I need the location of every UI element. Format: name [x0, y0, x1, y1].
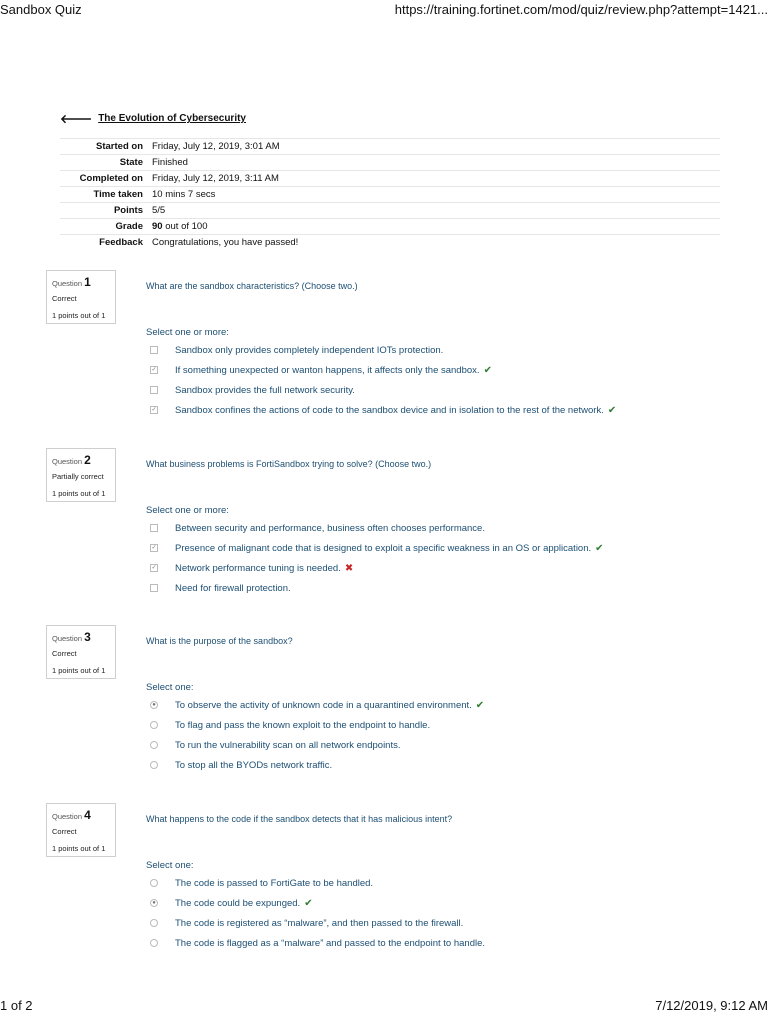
question-label: Question — [52, 279, 83, 288]
summary-row — [60, 235, 720, 251]
question-text: What happens to the code if the sandbox detects that it has malicious intent? — [146, 814, 453, 824]
answer-option[interactable] — [150, 400, 616, 420]
answer-text: Sandbox confines the actions of code to the sandbox device and in isolation to the rest of the network. — [175, 404, 604, 416]
radio-button[interactable] — [150, 741, 158, 749]
radio-button[interactable] — [150, 879, 158, 887]
answer-text: Between security and performance, business often chooses performance. — [175, 522, 485, 534]
answer-text: To run the vulnerability scan on all network endpoints. — [175, 739, 401, 751]
question-marks: 1 points out of 1 — [52, 843, 106, 853]
answer-option[interactable] — [150, 755, 484, 775]
question-marks: 1 points out of 1 — [52, 488, 106, 498]
question-text: What is the purpose of the sandbox? — [146, 636, 293, 646]
answer-option[interactable] — [150, 715, 484, 735]
print-datetime: 7/12/2019, 9:12 AM — [655, 998, 768, 1013]
question-number: 3 — [84, 630, 91, 644]
answer-option[interactable] — [150, 695, 484, 715]
back-link-label[interactable]: The Evolution of Cybersecurity — [98, 113, 246, 124]
checkbox[interactable]: ✓ — [151, 565, 157, 571]
radio-button[interactable] — [150, 919, 158, 927]
page-number: 1 of 2 — [0, 998, 33, 1013]
answer-text: Sandbox provides the full network security. — [175, 384, 355, 396]
answer-prompt: Select one: — [146, 682, 194, 693]
question-marks: 1 points out of 1 — [52, 310, 106, 320]
question-number: 2 — [84, 453, 91, 467]
answer-list — [150, 873, 485, 953]
answer-option[interactable] — [150, 735, 484, 755]
summary-key: Grade — [60, 219, 152, 235]
summary-key: Feedback — [60, 235, 152, 251]
summary-key: Time taken — [60, 187, 152, 203]
question-info — [46, 625, 116, 679]
question-state: Correct — [52, 827, 77, 836]
question-info — [46, 448, 116, 502]
question-number: 1 — [84, 275, 91, 289]
summary-value: Friday, July 12, 2019, 3:11 AM — [152, 171, 720, 187]
question-marks: 1 points out of 1 — [52, 665, 106, 675]
answer-option[interactable] — [150, 340, 616, 360]
answer-text: To observe the activity of unknown code in a quarantined environment. — [175, 699, 472, 711]
radio-button[interactable] — [150, 721, 158, 729]
question-label: Question — [52, 634, 83, 643]
print-title: Sandbox Quiz — [0, 2, 82, 17]
check-icon: ✔ — [607, 404, 617, 416]
question-info — [46, 270, 116, 324]
cross-icon: ✖ — [344, 562, 354, 574]
answer-prompt: Select one: — [146, 860, 194, 871]
answer-text: If something unexpected or wanton happens, it affects only the sandbox. — [175, 364, 480, 376]
summary-value: Finished — [152, 155, 720, 171]
answer-text: The code is registered as “malware”, and then passed to the firewall. — [175, 917, 464, 929]
question-text: What are the sandbox characteristics? (Choose two.) — [146, 281, 358, 291]
answer-list — [150, 695, 484, 775]
answer-option[interactable] — [150, 518, 604, 538]
summary-row — [60, 139, 720, 155]
checkbox[interactable]: ✓ — [151, 407, 157, 413]
checkbox[interactable]: ✓ — [151, 367, 157, 373]
answer-option[interactable] — [150, 380, 616, 400]
summary-row — [60, 155, 720, 171]
answer-option[interactable] — [150, 360, 616, 380]
summary-row — [60, 203, 720, 219]
checkbox[interactable] — [150, 584, 158, 592]
answer-prompt: Select one or more: — [146, 327, 229, 338]
checkbox[interactable] — [150, 346, 158, 354]
answer-list — [150, 518, 604, 598]
answer-prompt: Select one or more: — [146, 505, 229, 516]
answer-option[interactable] — [150, 913, 485, 933]
attempt-summary — [60, 138, 720, 250]
answer-option[interactable] — [150, 558, 604, 578]
summary-key: Completed on — [60, 171, 152, 187]
summary-value: 5/5 — [152, 203, 720, 219]
question-label: Question — [52, 457, 83, 466]
check-icon: ✔ — [475, 699, 485, 711]
answer-text: Network performance tuning is needed. — [175, 562, 341, 574]
summary-row — [60, 171, 720, 187]
question-state: Correct — [52, 649, 77, 658]
print-footer — [0, 998, 768, 1016]
answer-text: To flag and pass the known exploit to the endpoint to handle. — [175, 719, 431, 731]
radio-button[interactable] — [150, 761, 158, 769]
summary-key: State — [60, 155, 152, 171]
answer-text: The code is passed to FortiGate to be handled. — [175, 877, 374, 889]
answer-option[interactable] — [150, 873, 485, 893]
radio-button[interactable] — [150, 939, 158, 947]
question-number: 4 — [84, 808, 91, 822]
left-arrow-icon[interactable]: 🡐 — [60, 112, 93, 126]
answer-option[interactable] — [150, 538, 604, 558]
answer-option[interactable] — [150, 578, 604, 598]
check-icon: ✔ — [304, 897, 313, 909]
summary-value: Congratulations, you have passed! — [152, 235, 720, 251]
print-url: https://training.fortinet.com/mod/quiz/review.php?attempt=1421... — [394, 2, 768, 17]
radio-button[interactable]: ● — [150, 899, 158, 907]
checkbox[interactable]: ✓ — [151, 545, 157, 551]
question-info — [46, 803, 116, 857]
question-state: Partially correct — [52, 472, 104, 481]
question-label: Question — [52, 812, 83, 821]
grade-suffix: out of 100 — [162, 221, 208, 232]
answer-text: Sandbox only provides completely independent IOTs protection. — [175, 344, 444, 356]
answer-text: The code is flagged as a “malware” and passed to the endpoint to handle. — [175, 937, 486, 949]
grade-value: 90 — [152, 221, 163, 232]
summary-key: Points — [60, 203, 152, 219]
summary-row — [60, 219, 720, 235]
summary-value: 10 mins 7 secs — [152, 187, 720, 203]
checkbox[interactable] — [150, 524, 158, 532]
summary-value: Friday, July 12, 2019, 3:01 AM — [152, 139, 720, 155]
checkbox[interactable] — [150, 386, 158, 394]
answer-list — [150, 340, 616, 420]
answer-option[interactable] — [150, 933, 485, 953]
question-state: Correct — [52, 294, 77, 303]
summary-key: Started on — [60, 139, 152, 155]
answer-text: The code could be expunged. — [175, 897, 301, 909]
check-icon: ✔ — [595, 542, 604, 554]
answer-text: Presence of malignant code that is designed to exploit a specific weakness in an OS or application. — [175, 542, 592, 554]
summary-row — [60, 187, 720, 203]
summary-value — [152, 219, 720, 235]
question-text: What business problems is FortiSandbox trying to solve? (Choose two.) — [146, 459, 432, 469]
print-header — [0, 2, 768, 20]
back-link[interactable] — [60, 111, 246, 126]
check-icon: ✔ — [483, 364, 492, 376]
answer-option[interactable] — [150, 893, 485, 913]
answer-text: Need for firewall protection. — [175, 582, 291, 594]
radio-button[interactable]: ● — [150, 701, 158, 709]
answer-text: To stop all the BYODs network traffic. — [175, 759, 333, 771]
